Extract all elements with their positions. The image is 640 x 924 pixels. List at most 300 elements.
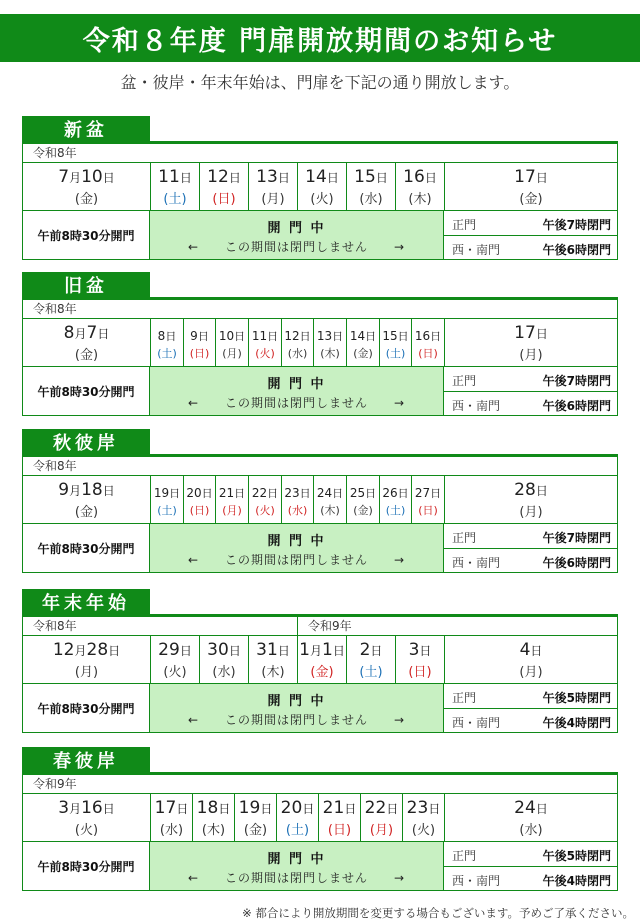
date-cell — [234, 794, 276, 841]
day-number: 8 — [157, 328, 166, 343]
date-text — [514, 167, 548, 187]
month-number: 3 — [58, 797, 70, 818]
day-number: 24 — [514, 797, 536, 818]
day-number: 19 — [153, 485, 170, 500]
weekday-label: (火) — [74, 822, 99, 838]
month-number: 1 — [299, 639, 310, 660]
date-text — [317, 482, 343, 501]
gate-name: 西・南門 — [452, 243, 501, 257]
date-cell — [281, 476, 313, 523]
closing-time: 午後5時閉門 — [542, 849, 611, 863]
hours-row — [23, 524, 617, 572]
weekday-label: (日) — [212, 191, 236, 207]
day-unit: 日 — [530, 643, 543, 658]
weekday-label: (金) — [353, 503, 373, 517]
open-status: 開 門 中 — [267, 534, 326, 549]
gate-name: 正門 — [452, 849, 477, 863]
date-cell — [411, 476, 444, 523]
section-title: 新盆 — [22, 116, 150, 142]
date-row — [23, 476, 617, 524]
date-cell — [379, 319, 411, 366]
day-number: 17 — [514, 166, 536, 187]
date-text — [53, 640, 120, 660]
weekday-label: (月) — [261, 191, 285, 207]
date-text — [219, 325, 245, 344]
day-unit: 日 — [234, 329, 246, 343]
date-text — [514, 323, 548, 343]
date-text — [350, 325, 376, 344]
weekday-label: (日) — [189, 346, 210, 360]
date-text — [407, 798, 441, 818]
day-number: 15 — [354, 166, 376, 187]
day-unit: 日 — [424, 170, 437, 185]
footer-note: ※ 都合により開放期間を変更する場合もございます。予めご了承ください。 — [242, 906, 634, 920]
weekday-label: (木) — [408, 191, 432, 207]
open-status: 開 門 中 — [267, 694, 326, 709]
day-unit: 日 — [179, 170, 192, 185]
day-unit: 日 — [299, 486, 311, 500]
day-number: 2 — [359, 639, 371, 660]
year-label: 令和8年 — [23, 617, 297, 636]
date-cell — [150, 794, 192, 841]
gate-row — [444, 708, 617, 733]
weekday-label: (火) — [255, 503, 275, 517]
date-cell — [150, 163, 199, 210]
date-text — [158, 167, 192, 187]
weekday-label: (水) — [519, 822, 543, 838]
day-unit: 日 — [332, 329, 344, 343]
weekday-label: (土) — [157, 346, 177, 360]
gate-row — [444, 866, 617, 891]
date-cell — [395, 636, 444, 683]
section-title: 春彼岸 — [22, 747, 150, 773]
date-text — [155, 798, 189, 818]
year-label: 令和8年 — [23, 457, 617, 476]
weekday-label: (日) — [189, 503, 210, 517]
opening-time: 午前8時30分開門 — [23, 367, 150, 415]
day-unit: 日 — [535, 326, 548, 341]
date-cell — [215, 319, 248, 366]
month-unit: 月 — [74, 643, 87, 658]
weekday-label: (月) — [519, 664, 543, 680]
date-text — [154, 482, 180, 501]
date-text — [256, 167, 290, 187]
date-cell — [402, 794, 444, 841]
gate-name: 西・南門 — [452, 556, 501, 570]
gate-row — [444, 684, 617, 708]
weekday-label: (水) — [159, 822, 184, 838]
day-number: 14 — [349, 328, 366, 343]
date-text — [403, 167, 437, 187]
schedule-section — [22, 272, 618, 415]
day-unit: 日 — [228, 643, 241, 658]
weekday-label: (金) — [74, 504, 99, 520]
date-text — [409, 640, 432, 660]
day-number: 20 — [280, 797, 303, 818]
date-text — [415, 482, 441, 501]
weekday-label: (金) — [74, 347, 99, 363]
day-number: 10 — [218, 328, 235, 343]
date-text — [299, 640, 345, 660]
weekday-label: (水) — [287, 503, 308, 517]
weekday-label: (水) — [212, 664, 236, 680]
page-subtitle: 盆・彼岸・年末年始は、門扉を下記の通り開放します。 — [120, 73, 520, 92]
date-text — [207, 167, 241, 187]
date-cell — [199, 636, 248, 683]
date-text — [323, 798, 357, 818]
date-cell — [248, 163, 297, 210]
month-unit: 月 — [309, 643, 322, 658]
gate-name: 正門 — [452, 374, 477, 388]
date-cell — [444, 636, 617, 683]
month-number: 7 — [58, 166, 70, 187]
month-unit: 月 — [69, 170, 82, 185]
date-cell — [346, 319, 379, 366]
date-text — [219, 482, 245, 501]
month-unit: 月 — [69, 801, 82, 816]
date-cell — [248, 636, 297, 683]
day-number: 23 — [284, 485, 300, 500]
date-cell — [444, 476, 617, 523]
date-cell — [23, 319, 150, 366]
gate-name: 西・南門 — [452, 874, 501, 888]
date-cell — [346, 476, 379, 523]
date-cell — [444, 794, 617, 841]
gate-name: 西・南門 — [452, 716, 501, 730]
open-period-bar — [150, 842, 444, 890]
day-unit: 日 — [535, 170, 548, 185]
date-text — [382, 482, 408, 501]
date-text — [239, 798, 273, 818]
day-unit: 日 — [365, 329, 377, 343]
date-cell — [313, 476, 346, 523]
gate-row — [444, 367, 617, 391]
day-unit: 日 — [326, 170, 339, 185]
gate-row — [444, 211, 617, 235]
opening-time: 午前8時30分開門 — [23, 684, 150, 732]
date-text — [284, 482, 310, 501]
page-title: 令和８年度 門扉開放期間のお知らせ — [0, 14, 640, 62]
date-text — [382, 325, 408, 344]
open-status: 開 門 中 — [267, 221, 326, 236]
date-cell — [281, 319, 313, 366]
day-unit: 日 — [332, 643, 345, 658]
date-cell — [297, 163, 346, 210]
date-text — [284, 325, 310, 344]
open-status: 開 門 中 — [267, 377, 326, 392]
day-number: 10 — [81, 166, 103, 187]
date-text — [360, 640, 383, 660]
date-text — [256, 640, 290, 660]
day-number: 19 — [238, 797, 261, 818]
gate-row — [444, 391, 617, 416]
date-text — [186, 482, 212, 501]
no-close-note: ← この期間は閉門しません → — [187, 713, 406, 727]
no-close-note: ← この期間は閉門しません → — [187, 240, 406, 254]
date-cell — [297, 636, 346, 683]
date-cell — [346, 163, 395, 210]
hours-row — [23, 842, 617, 890]
no-close-note: ← この期間は閉門しません → — [187, 396, 406, 410]
day-number: 17 — [154, 797, 177, 818]
schedule-section — [22, 116, 618, 259]
date-text — [514, 480, 548, 500]
schedule-table — [22, 774, 618, 891]
day-number: 11 — [158, 166, 180, 187]
no-close-note: ← この期間は閉門しません → — [187, 871, 406, 885]
date-text — [64, 323, 110, 343]
date-cell — [183, 319, 215, 366]
closing-times — [444, 842, 617, 890]
weekday-label: (月) — [222, 503, 242, 517]
date-cell — [360, 794, 402, 841]
schedule-table — [22, 456, 618, 573]
day-unit: 日 — [234, 486, 246, 500]
day-unit: 日 — [179, 643, 192, 658]
weekday-label: (土) — [163, 191, 187, 207]
closing-times — [444, 211, 617, 259]
day-number: 13 — [316, 328, 333, 343]
year-label: 令和9年 — [23, 775, 617, 794]
weekday-label: (金) — [74, 191, 99, 207]
year-label: 令和8年 — [23, 300, 617, 319]
weekday-label: (日) — [418, 503, 438, 517]
day-unit: 日 — [419, 643, 432, 658]
date-cell — [318, 794, 360, 841]
day-number: 16 — [403, 166, 425, 187]
closing-time: 午後7時閉門 — [542, 374, 611, 388]
date-text — [415, 325, 441, 344]
date-cell — [276, 794, 318, 841]
open-period-bar — [150, 211, 444, 259]
weekday-label: (火) — [163, 664, 187, 680]
closing-time: 午後4時閉門 — [542, 874, 611, 888]
day-number: 3 — [408, 639, 420, 660]
weekday-label: (金) — [353, 346, 373, 360]
date-cell — [23, 794, 150, 841]
day-unit: 日 — [430, 486, 442, 500]
opening-time: 午前8時30分開門 — [23, 842, 150, 890]
day-unit: 日 — [165, 329, 177, 343]
year-label: 令和8年 — [23, 144, 617, 163]
closing-time: 午後4時閉門 — [542, 716, 611, 730]
date-cell — [150, 476, 183, 523]
weekday-label: (水) — [359, 191, 383, 207]
weekday-label: (金) — [519, 191, 543, 207]
day-number: 27 — [414, 485, 431, 500]
date-text — [305, 167, 339, 187]
day-unit: 日 — [97, 326, 110, 341]
hours-row — [23, 684, 617, 732]
gate-row — [444, 524, 617, 548]
date-cell — [346, 636, 395, 683]
day-unit: 日 — [267, 486, 279, 500]
month-number: 9 — [58, 479, 70, 500]
weekday-label: (土) — [385, 346, 406, 360]
weekday-label: (火) — [310, 191, 334, 207]
section-title: 旧盆 — [22, 272, 150, 298]
schedule-section — [22, 429, 618, 572]
date-text — [350, 482, 376, 501]
day-unit: 日 — [267, 329, 279, 343]
day-number: 7 — [86, 322, 98, 343]
day-unit: 日 — [102, 483, 115, 498]
schedule-table — [22, 143, 618, 260]
weekday-label: (月) — [369, 822, 394, 838]
gate-name: 正門 — [452, 691, 477, 705]
closing-time: 午後7時閉門 — [542, 218, 611, 232]
schedule-section — [22, 747, 618, 890]
date-text — [514, 798, 548, 818]
section-title: 秋彼岸 — [22, 429, 150, 455]
weekday-label: (日) — [418, 346, 438, 360]
hours-row — [23, 367, 617, 415]
date-text — [281, 798, 315, 818]
gate-name: 西・南門 — [452, 399, 501, 413]
day-unit: 日 — [535, 483, 548, 498]
gate-row — [444, 548, 617, 573]
date-text — [520, 640, 543, 660]
day-number: 9 — [190, 328, 198, 343]
weekday-label: (火) — [411, 822, 436, 838]
hours-row — [23, 211, 617, 259]
date-text — [58, 798, 115, 818]
day-unit: 日 — [277, 643, 290, 658]
day-number: 12 — [284, 328, 300, 343]
no-close-note: ← この期間は閉門しません → — [187, 553, 406, 567]
date-text — [354, 167, 388, 187]
day-unit: 日 — [228, 170, 241, 185]
date-row — [23, 636, 617, 684]
month-number: 8 — [63, 322, 75, 343]
date-text — [58, 480, 115, 500]
weekday-label: (月) — [222, 346, 242, 360]
day-number: 16 — [414, 328, 431, 343]
day-unit: 日 — [176, 801, 189, 816]
weekday-label: (月) — [519, 504, 543, 520]
date-text — [158, 325, 177, 344]
date-cell — [150, 636, 199, 683]
closing-time: 午後6時閉門 — [542, 399, 611, 413]
weekday-label: (金) — [243, 822, 268, 838]
day-unit: 日 — [260, 801, 273, 816]
open-period-bar — [150, 524, 444, 572]
date-cell — [395, 163, 444, 210]
day-number: 26 — [382, 485, 398, 500]
weekday-label: (木) — [320, 346, 340, 360]
day-number: 18 — [196, 797, 219, 818]
opening-time: 午前8時30分開門 — [23, 524, 150, 572]
day-unit: 日 — [386, 801, 399, 816]
day-unit: 日 — [218, 801, 231, 816]
day-number: 28 — [86, 639, 109, 660]
weekday-label: (土) — [285, 822, 310, 838]
day-number: 29 — [158, 639, 180, 660]
day-unit: 日 — [102, 170, 115, 185]
schedule-section — [22, 589, 618, 732]
day-number: 30 — [207, 639, 229, 660]
date-cell — [313, 319, 346, 366]
month-unit: 月 — [69, 483, 82, 498]
date-cell — [444, 319, 617, 366]
day-number: 17 — [514, 322, 536, 343]
day-number: 22 — [364, 797, 387, 818]
closing-time: 午後6時閉門 — [542, 556, 611, 570]
closing-times — [444, 367, 617, 415]
date-text — [252, 482, 278, 501]
weekday-label: (日) — [408, 664, 432, 680]
day-number: 1 — [322, 639, 333, 660]
day-number: 20 — [186, 485, 202, 500]
opening-time: 午前8時30分開門 — [23, 211, 150, 259]
closing-time: 午後7時閉門 — [542, 531, 611, 545]
gate-row — [444, 842, 617, 866]
date-text — [58, 167, 115, 187]
day-unit: 日 — [535, 801, 548, 816]
day-unit: 日 — [102, 801, 115, 816]
month-unit: 月 — [74, 326, 87, 341]
weekday-label: (木) — [261, 664, 285, 680]
day-unit: 日 — [108, 643, 121, 658]
day-number: 21 — [322, 797, 345, 818]
open-period-bar — [150, 684, 444, 732]
date-row — [23, 319, 617, 367]
day-unit: 日 — [365, 486, 377, 500]
weekday-label: (木) — [320, 503, 340, 517]
closing-times — [444, 684, 617, 732]
day-unit: 日 — [197, 329, 209, 343]
date-row — [23, 163, 617, 211]
weekday-label: (月) — [74, 664, 99, 680]
gate-row — [444, 235, 617, 260]
day-unit: 日 — [332, 486, 344, 500]
date-text — [317, 325, 343, 344]
day-unit: 日 — [428, 801, 441, 816]
day-unit: 日 — [375, 170, 388, 185]
day-unit: 日 — [397, 486, 409, 500]
weekday-label: (土) — [157, 503, 177, 517]
date-text — [190, 325, 209, 344]
weekday-label: (火) — [255, 346, 275, 360]
day-number: 11 — [251, 328, 268, 343]
weekday-label: (木) — [201, 822, 226, 838]
date-cell — [411, 319, 444, 366]
day-unit: 日 — [299, 329, 311, 343]
gate-name: 正門 — [452, 218, 477, 232]
day-unit: 日 — [201, 486, 213, 500]
date-cell — [248, 319, 281, 366]
open-status: 開 門 中 — [267, 852, 326, 867]
date-cell — [192, 794, 234, 841]
day-number: 31 — [256, 639, 278, 660]
closing-times — [444, 524, 617, 572]
weekday-label: (土) — [385, 503, 406, 517]
day-number: 14 — [305, 166, 327, 187]
date-cell — [444, 163, 617, 210]
day-unit: 日 — [397, 329, 409, 343]
day-unit: 日 — [344, 801, 357, 816]
date-text — [252, 325, 278, 344]
day-number: 12 — [207, 166, 229, 187]
schedule-table — [22, 616, 618, 733]
day-unit: 日 — [302, 801, 315, 816]
section-title: 年末年始 — [22, 589, 150, 615]
date-cell — [379, 476, 411, 523]
open-period-bar — [150, 367, 444, 415]
day-unit: 日 — [277, 170, 290, 185]
date-text — [207, 640, 241, 660]
weekday-label: (日) — [327, 822, 352, 838]
